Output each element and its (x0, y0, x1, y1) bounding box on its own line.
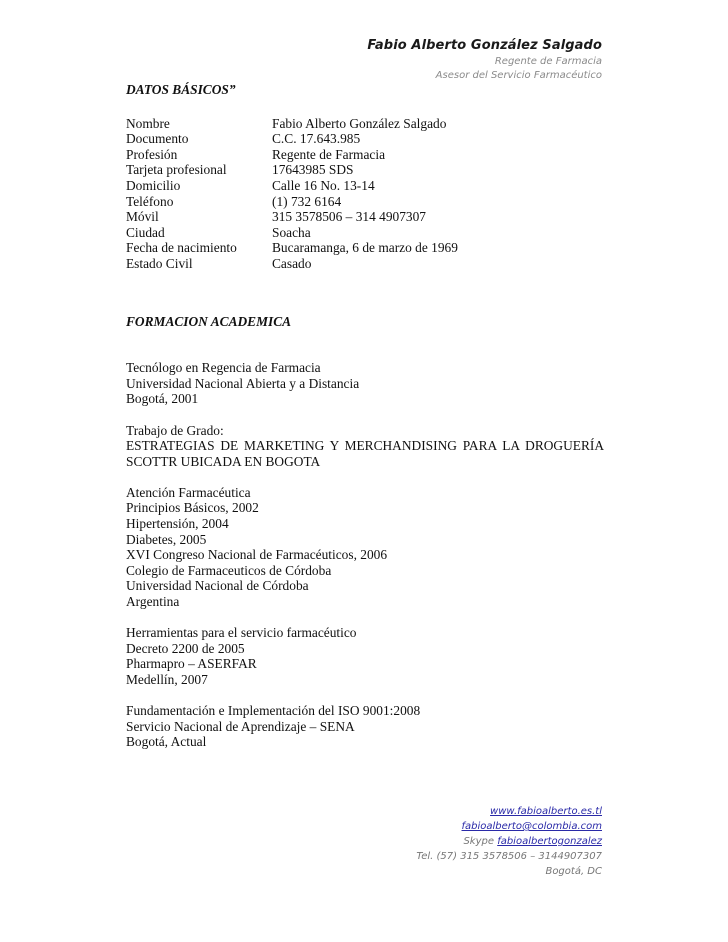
datos-label: Teléfono (126, 193, 174, 209)
datos-label: Profesión (126, 146, 178, 162)
formacion-line: Argentina (126, 594, 180, 610)
formacion-line: Universidad Nacional Abierta y a Distancia (126, 375, 360, 391)
datos-value: (1) 732 6164 (272, 193, 342, 209)
datos-row (126, 116, 604, 132)
formacion-line: Bogotá, 2001 (126, 391, 199, 407)
datos-label: Móvil (126, 209, 159, 225)
datos-row (126, 209, 604, 225)
formacion-line: Herramientas para el servicio farmacéutico (126, 625, 357, 641)
datos-value: Fabio Alberto González Salgado (272, 115, 447, 131)
datos-label: Fecha de nacimiento (126, 240, 237, 256)
header-name: Fabio Alberto González Salgado (367, 38, 602, 53)
trabajo-label: Trabajo de Grado: (126, 422, 224, 438)
formacion-line: Diabetes, 2005 (126, 531, 207, 547)
skype-label: Skype (463, 836, 498, 847)
page-header (367, 38, 602, 83)
page-footer (416, 804, 602, 879)
cv-content (126, 82, 604, 750)
datos-table (126, 116, 604, 272)
formacion-trabajo (126, 423, 604, 470)
datos-label: Ciudad (126, 224, 165, 240)
footer-phone: Tel. (57) 315 3578506 – 3144907307 (416, 851, 602, 862)
formacion-line: Fundamentación e Implementación del ISO 9001:2008 (126, 703, 421, 719)
datos-value: Soacha (272, 224, 311, 240)
formacion-line: Universidad Nacional de Córdoba (126, 578, 309, 594)
section-title-datos: DATOS BÁSICOS” (126, 82, 236, 97)
datos-row (126, 147, 604, 163)
formacion-tecnologo (126, 360, 604, 407)
formacion-atencion (126, 485, 604, 610)
formacion-line: Decreto 2200 de 2005 (126, 640, 245, 656)
formacion-line: Principios Básicos, 2002 (126, 500, 259, 516)
header-subtitle: Asesor del Servicio Farmacéutico (435, 70, 602, 81)
formacion-iso (126, 703, 604, 750)
formacion-line: Atención Farmacéutica (126, 484, 251, 500)
trabajo-title-line: SCOTTR UBICADA EN BOGOTA (126, 453, 321, 469)
datos-value: Calle 16 No. 13-14 (272, 177, 375, 193)
datos-row (126, 131, 604, 147)
skype-link[interactable]: fabioalbertogonzalez (497, 836, 602, 847)
formacion-line: Servicio Nacional de Aprendizaje – SENA (126, 718, 355, 734)
email-link[interactable]: fabioalberto@colombia.com (461, 821, 602, 832)
trabajo-title-line: ESTRATEGIAS DE MARKETING Y MERCHANDISING PARA LA DROGUERÍA (126, 438, 604, 454)
datos-row (126, 256, 604, 272)
footer-city: Bogotá, DC (545, 866, 602, 877)
datos-row (126, 162, 604, 178)
formacion-line: Medellín, 2007 (126, 672, 208, 687)
formacion-line: Hipertensión, 2004 (126, 516, 229, 532)
datos-label: Documento (126, 131, 189, 147)
datos-row (126, 178, 604, 194)
header-title: Regente de Farmacia (494, 56, 602, 67)
datos-row (126, 240, 604, 256)
formacion-line: Pharmapro – ASERFAR (126, 656, 257, 672)
datos-value: 17643985 SDS (272, 162, 354, 178)
datos-label: Estado Civil (126, 255, 193, 271)
datos-row (126, 194, 604, 210)
website-link[interactable]: www.fabioalberto.es.tl (490, 806, 602, 817)
datos-value: Casado (272, 255, 312, 271)
datos-row (126, 225, 604, 241)
datos-value: Bucaramanga, 6 de marzo de 1969 (272, 240, 458, 256)
section-title-formacion: FORMACION ACADEMICA (126, 313, 292, 329)
formacion-herramientas (126, 625, 604, 687)
datos-label: Nombre (126, 115, 170, 131)
formacion-line: Tecnólogo en Regencia de Farmacia (126, 360, 321, 376)
datos-value: 315 3578506 – 314 4907307 (272, 209, 426, 225)
datos-value: Regente de Farmacia (272, 146, 386, 162)
formacion-line: XVI Congreso Nacional de Farmacéuticos, 2006 (126, 547, 388, 563)
datos-value: C.C. 17.643.985 (272, 131, 361, 147)
formacion-line: Bogotá, Actual (126, 734, 207, 750)
datos-label: Domicilio (126, 177, 181, 193)
datos-label: Tarjeta profesional (126, 162, 227, 178)
formacion-line: Colegio de Farmaceuticos de Córdoba (126, 562, 332, 578)
